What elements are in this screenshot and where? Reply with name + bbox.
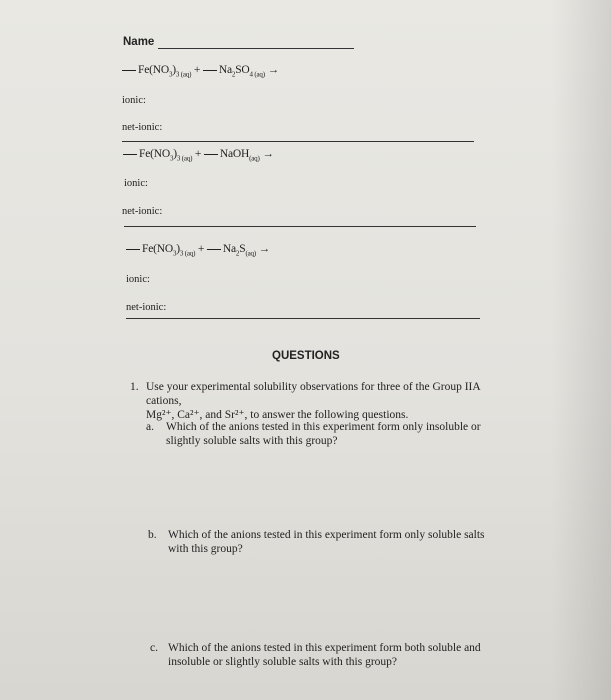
name-line[interactable]: [158, 48, 354, 49]
coefficient-blank[interactable]: [122, 69, 136, 71]
answer-line[interactable]: [124, 226, 476, 227]
question-b-letter: b.: [148, 529, 157, 541]
coefficient-blank[interactable]: [126, 248, 140, 250]
reaction-2-ionic-label: ionic:: [124, 178, 148, 189]
reaction-2-net-ionic-label: net-ionic:: [122, 206, 163, 217]
coefficient-blank[interactable]: [207, 248, 221, 250]
reaction-1-ionic-label: ionic:: [122, 95, 146, 106]
question-1-number: 1.: [130, 381, 139, 393]
reaction-2-equation: $Fe(NO_3)_{3 (aq)}$ + NaOH$_{(aq)}$ →: [123, 148, 274, 162]
answer-line[interactable]: [126, 318, 480, 319]
arrow-icon: →: [262, 148, 274, 160]
question-c-letter: c.: [150, 642, 158, 654]
arrow-icon: →: [258, 243, 270, 255]
question-c-text: Which of the anions tested in this experiment form both soluble and insoluble or slightly soluble salts with this group?: [168, 642, 481, 668]
question-b-text: Which of the anions tested in this experiment form only soluble salts with this group?: [168, 529, 485, 555]
reaction-3-ionic-label: ionic:: [126, 274, 150, 285]
arrow-icon: →: [267, 64, 279, 76]
question-a-text: Which of the anions tested in this experiment form only insoluble or slightly soluble salts with this group?: [166, 421, 481, 447]
questions-heading: QUESTIONS: [272, 350, 340, 362]
question-1-text: Use your experimental solubility observations for three of the Group IIA cations, Mg²⁺, Ca²⁺, and Sr²⁺, to answer the following questions.: [146, 381, 481, 421]
reaction-1-equation: $Fe(NO_3)_{3 (aq)} + Na_2SO_{4 (aq)}$ →: [122, 64, 279, 78]
coefficient-blank[interactable]: [204, 153, 218, 155]
name-label: Name: [123, 36, 155, 48]
reaction-3-net-ionic-label: net-ionic:: [126, 302, 167, 313]
answer-line[interactable]: [122, 141, 474, 142]
reaction-1-net-ionic-label: net-ionic:: [122, 122, 163, 133]
question-a-letter: a.: [146, 421, 154, 433]
reaction-3-equation: $Fe(NO_3)_{3 (aq)} + Na_2S_{(aq)}$ →: [126, 243, 270, 257]
coefficient-blank[interactable]: [203, 69, 217, 71]
coefficient-blank[interactable]: [123, 153, 137, 155]
